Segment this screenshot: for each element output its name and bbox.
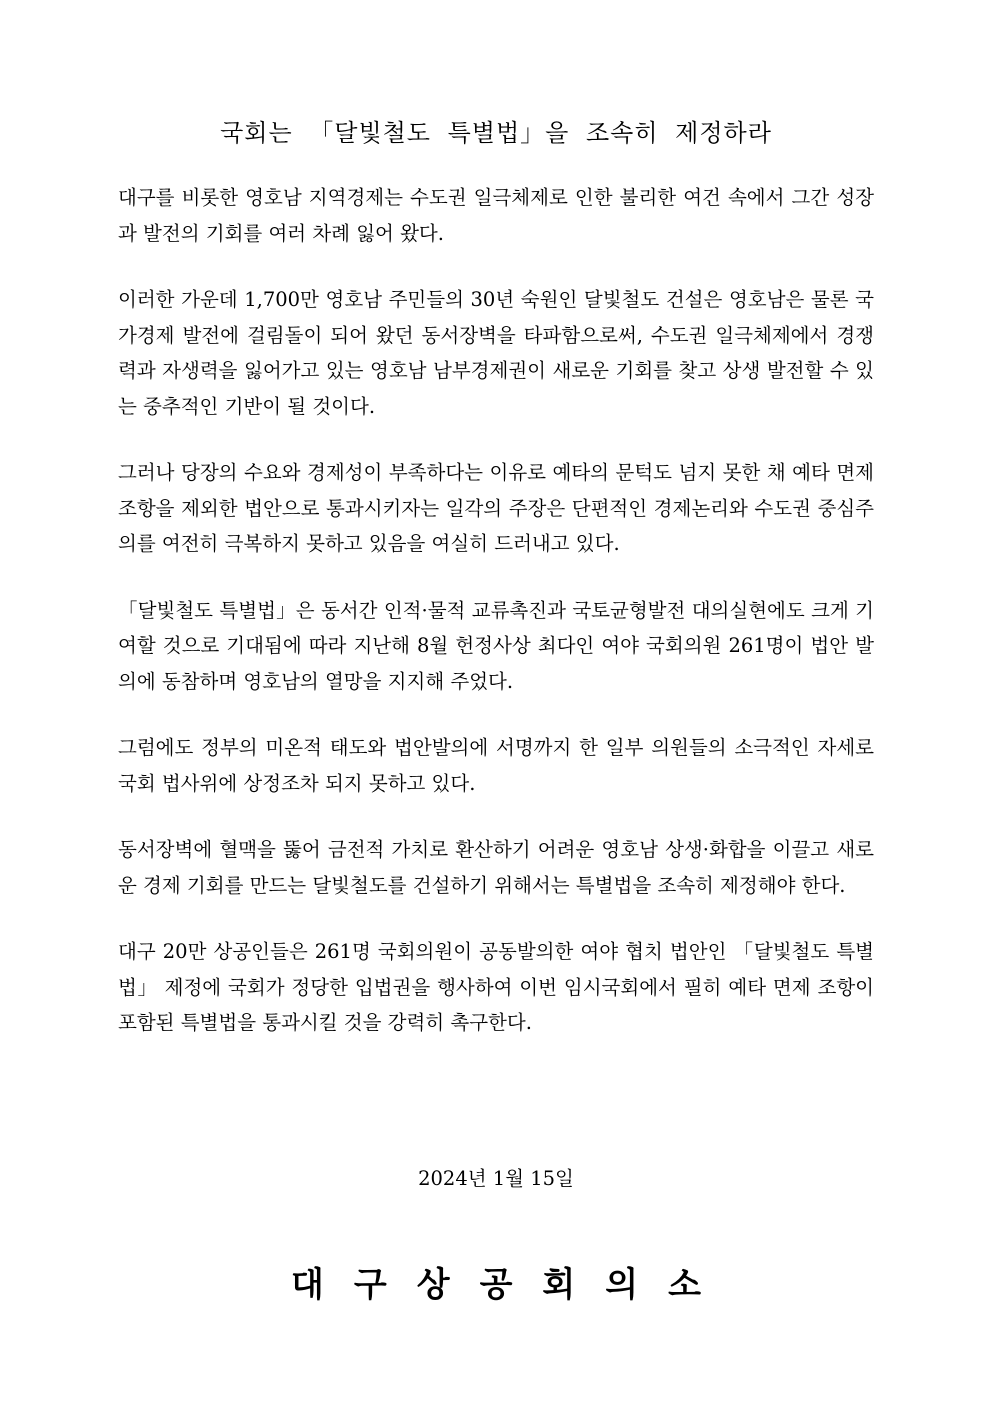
paragraph-7: 대구 20만 상공인들은 261명 국회의원이 공동발의한 여야 협치 법안인 「달빛철도 특별법」 제정에 국회가 정당한 입법권을 행사하여 이번 임시국회에서 필히 예타 면제 조항이 포함된 특별법을 통과시킬 것을 강력히 촉구한다. <box>118 940 874 1034</box>
issuing-organization: 대구상공회의소 <box>291 1265 731 1305</box>
paragraph-4: 「달빛철도 특별법」은 동서간 인적·물적 교류촉진과 국토균형발전 대의실현에도 크게 기여할 것으로 기대됨에 따라 지난해 8월 헌정사상 최다인 여야 국회의원 261명이 법안 발의에 동참하며 영호남의 열망을 지지해 주었다. <box>118 598 874 693</box>
document-body <box>118 180 874 1072</box>
paragraph-1: 대구를 비롯한 영호남 지역경제는 수도권 일극체제로 인한 불리한 여건 속에서 그간 성장과 발전의 기회를 여러 차례 잃어 왔다. <box>118 186 874 245</box>
paragraph-3: 그러나 당장의 수요와 경제성이 부족하다는 이유로 예타의 문턱도 넘지 못한 채 예타 면제 조항을 제외한 법안으로 통과시키자는 일각의 주장은 단편적인 경제논리와 수도권 중심주의를 여전히 극복하지 못하고 있음을 여실히 드러내고 있다. <box>118 461 874 555</box>
document-date: 2024년 1월 15일 <box>418 1167 574 1190</box>
document-title: 국회는 「달빛철도 특별법」을 조속히 제정하라 <box>220 119 772 147</box>
paragraph-6: 동서장벽에 혈맥을 뚫어 금전적 가치로 환산하기 어려운 영호남 상생·화합을 이끌고 새로운 경제 기회를 만드는 달빛철도를 건설하기 위해서는 특별법을 조속히 제정해야 한다. <box>118 838 874 897</box>
paragraph-5: 그럼에도 정부의 미온적 태도와 법안발의에 서명까지 한 일부 의원들의 소극적인 자세로 국회 법사위에 상정조차 되지 못하고 있다. <box>118 736 874 795</box>
paragraph-2: 이러한 가운데 1,700만 영호남 주민들의 30년 숙원인 달빛철도 건설은 영호남은 물론 국가경제 발전에 걸림돌이 되어 왔던 동서장벽을 타파함으로써, 수도권 일극체제에서 경쟁력과 자생력을 잃어가고 있는 영호남 남부경제권이 새로운 기회를 찾고 상생 발전할 수 있는 중추적인 기반이 될 것이다. <box>118 288 874 418</box>
